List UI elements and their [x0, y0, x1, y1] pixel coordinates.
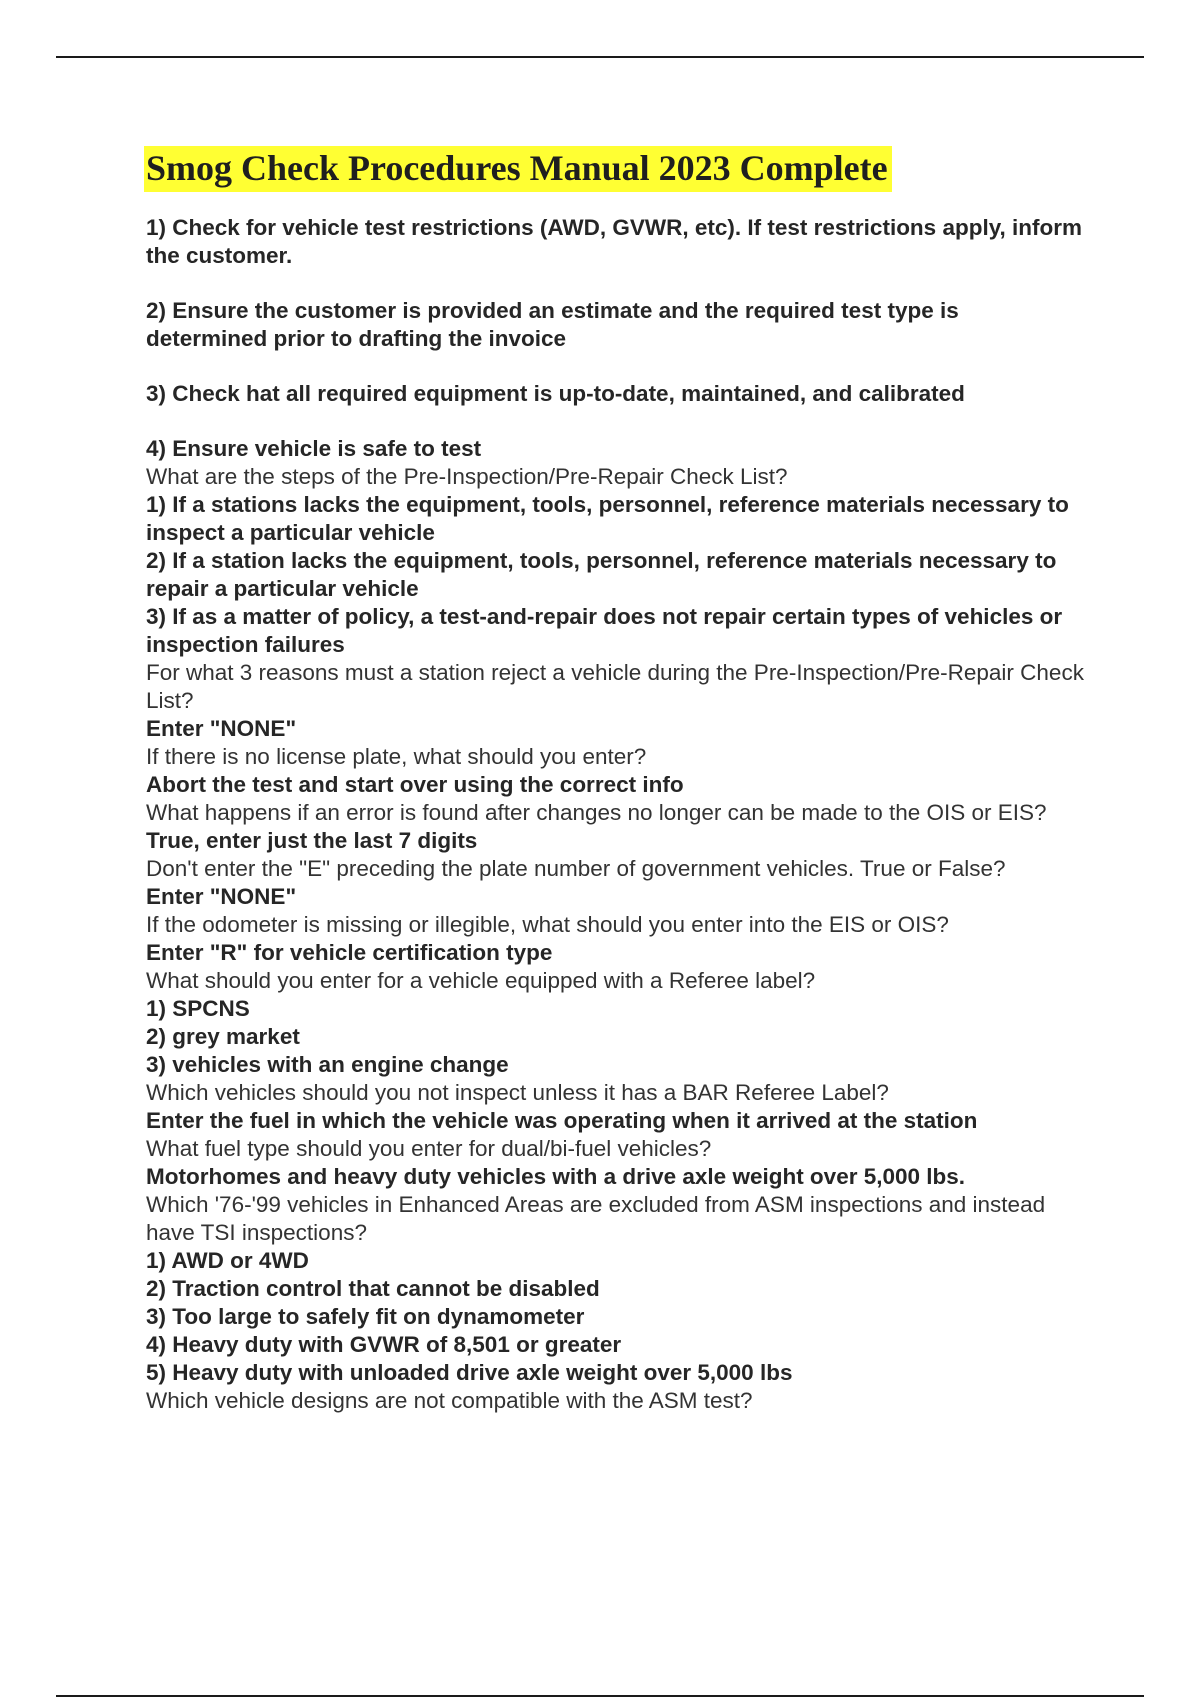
step-3: 3) Check hat all required equipment is up-to-date, maintained, and calibrated — [146, 381, 965, 406]
answer-text: 3) If as a matter of policy, a test-and-repair does not repair certain types of vehicles or inspection failures — [146, 604, 1063, 657]
question-text: If the odometer is missing or illegible, what should you enter into the EIS or OIS? — [146, 912, 949, 937]
answer-text: True, enter just the last 7 digits — [146, 828, 478, 853]
answer-text: 2) Traction control that cannot be disabled — [146, 1276, 600, 1301]
step-2: 2) Ensure the customer is provided an estimate and the required test type is determined prior to drafting the invoice — [146, 298, 959, 351]
page-title: Smog Check Procedures Manual 2023 Complete — [144, 146, 892, 192]
answer-text: 1) SPCNS — [146, 996, 250, 1021]
bottom-divider — [56, 1695, 1144, 1697]
answer-text: 2) grey market — [146, 1024, 300, 1049]
question-text: What fuel type should you enter for dual/bi-fuel vehicles? — [146, 1136, 712, 1161]
answer-text: Enter the fuel in which the vehicle was operating when it arrived at the station — [146, 1108, 978, 1133]
question-text: What are the steps of the Pre-Inspection/Pre-Repair Check List? — [146, 464, 788, 489]
question-text: Which '76-'99 vehicles in Enhanced Areas are excluded from ASM inspections and instead have TSI inspections? — [146, 1192, 1046, 1245]
answer-text: 3) Too large to safely fit on dynamometer — [146, 1304, 585, 1329]
step-4: 4) Ensure vehicle is safe to test — [146, 436, 482, 461]
answer-text: 4) Heavy duty with GVWR of 8,501 or greater — [146, 1332, 622, 1357]
answer-text: 3) vehicles with an engine change — [146, 1052, 509, 1077]
question-text: What should you enter for a vehicle equipped with a Referee label? — [146, 968, 816, 993]
answer-text: Motorhomes and heavy duty vehicles with a drive axle weight over 5,000 lbs. — [146, 1164, 966, 1189]
answer-text: Enter "R" for vehicle certification type — [146, 940, 553, 965]
answer-text: 1) If a stations lacks the equipment, tools, personnel, reference materials necessary to inspect a particular vehicle — [146, 492, 1069, 545]
answer-text: Enter "NONE" — [146, 884, 297, 909]
answer-text: 1) AWD or 4WD — [146, 1248, 309, 1273]
question-text: What happens if an error is found after changes no longer can be made to the OIS or EIS? — [146, 800, 1047, 825]
step-1: 1) Check for vehicle test restrictions (AWD, GVWR, etc). If test restrictions apply, inform the customer. — [146, 215, 1083, 268]
top-divider — [56, 56, 1144, 58]
question-text: For what 3 reasons must a station reject a vehicle during the Pre-Inspection/Pre-Repair Check List? — [146, 660, 1084, 713]
answer-text: Abort the test and start over using the correct info — [146, 772, 684, 797]
answer-text: 5) Heavy duty with unloaded drive axle weight over 5,000 lbs — [146, 1360, 793, 1385]
answer-text: 2) If a station lacks the equipment, tools, personnel, reference materials necessary to repair a particular vehicle — [146, 548, 1057, 601]
question-text: Don't enter the "E" preceding the plate number of government vehicles. True or False? — [146, 856, 1006, 881]
document-body — [146, 214, 1086, 1415]
question-text: If there is no license plate, what should you enter? — [146, 744, 647, 769]
question-text: Which vehicles should you not inspect unless it has a BAR Referee Label? — [146, 1080, 889, 1105]
answer-text: Enter "NONE" — [146, 716, 297, 741]
question-text: Which vehicle designs are not compatible with the ASM test? — [146, 1388, 753, 1413]
